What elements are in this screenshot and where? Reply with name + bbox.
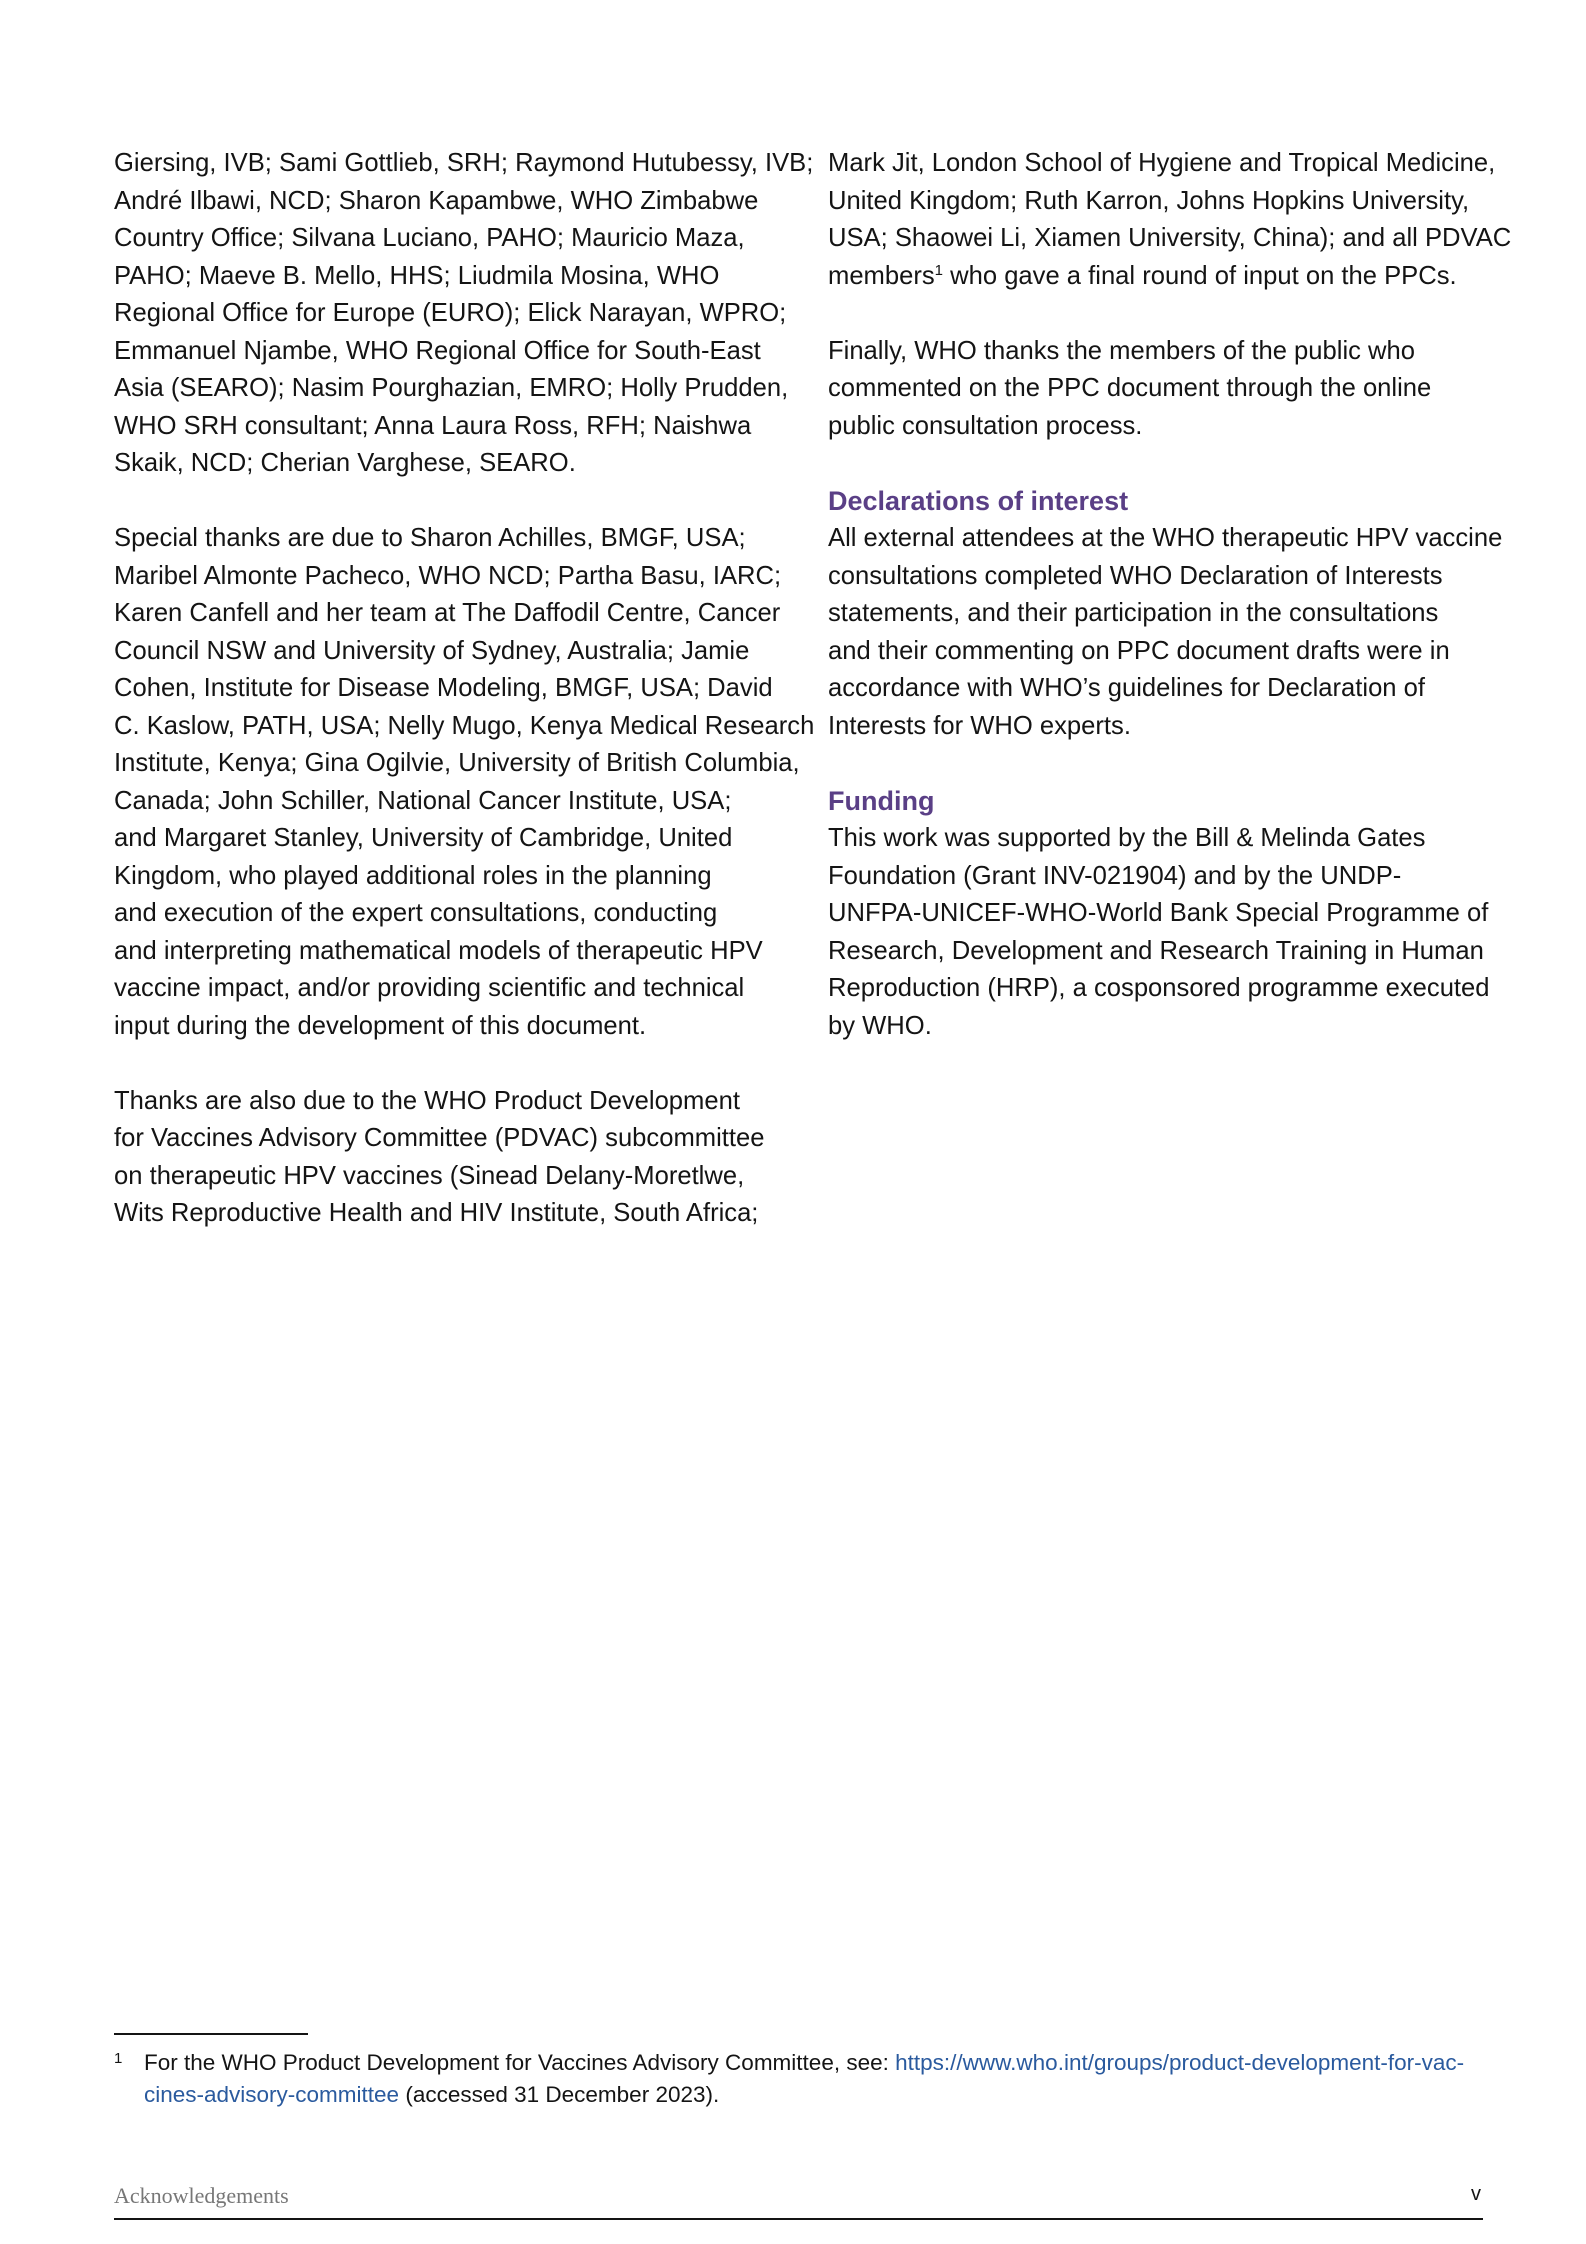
- text-line: and their commenting on PPC document drafts were in: [828, 636, 1450, 665]
- text-line: and execution of the expert consultations, conducting: [114, 899, 718, 927]
- text-line: C. Kaslow, PATH, USA; Nelly Mugo, Kenya Medical Research: [114, 711, 815, 740]
- left-paragraph-3: [114, 1083, 794, 1233]
- text-line: Giersing, IVB; Sami Gottlieb, SRH; Raymond Hutubessy, IVB;: [114, 149, 814, 177]
- text-line: Research, Development and Research Training in Human: [828, 936, 1484, 965]
- text-line: Skaik, NCD; Cherian Varghese, SEARO.: [114, 449, 576, 477]
- footnote-link-continued[interactable]: cines-advisory-committee: [144, 2082, 400, 2107]
- text-line: on therapeutic HPV vaccines (Sinead Delany-Moretlwe,: [114, 1161, 745, 1190]
- footnote-text: For the WHO Product Development for Vaccines Advisory Committee, see:: [144, 2050, 896, 2075]
- text-line: Thanks are also due to the WHO Product Development: [114, 1086, 740, 1115]
- text-line: Mark Jit, London School of Hygiene and Tropical Medicine,: [828, 149, 1496, 177]
- text-line: Canada; John Schiller, National Cancer Institute, USA;: [114, 786, 732, 815]
- text-line: This work was supported by the Bill & Melinda Gates: [828, 824, 1426, 852]
- funding-heading: Funding: [828, 785, 935, 816]
- text-line: WHO SRH consultant; Anna Laura Ross, RFH; Naishwa: [114, 411, 752, 440]
- footnote: [114, 2047, 1494, 2111]
- text-line: commented on the PPC document through the online: [828, 374, 1432, 402]
- members-text-after: who gave a final round of input on the PPCs.: [943, 261, 1457, 290]
- text-line: Kingdom, who played additional roles in the planning: [114, 861, 712, 890]
- text-line: United Kingdom; Ruth Karron, Johns Hopkins University,: [828, 186, 1470, 215]
- text-line: vaccine impact, and/or providing scientific and technical: [114, 974, 745, 1002]
- declarations-text: [828, 520, 1508, 745]
- text-line: Maribel Almonte Pacheco, WHO NCD; Partha Basu, IARC;: [114, 561, 782, 590]
- right-column: [828, 145, 1512, 1045]
- text-line: Cohen, Institute for Disease Modeling, BMGF, USA; David: [114, 674, 773, 702]
- text-line: Wits Reproductive Health and HIV Institute, South Africa;: [114, 1199, 759, 1227]
- text-line: and interpreting mathematical models of therapeutic HPV: [114, 936, 763, 965]
- text-line: statements, and their participation in the consultations: [828, 599, 1439, 627]
- text-line: Council NSW and University of Sydney, Australia; Jamie: [114, 636, 750, 665]
- text-line: Reproduction (HRP), a cosponsored programme executed: [828, 974, 1490, 1002]
- members-text: members: [828, 261, 935, 290]
- left-paragraph-1: [114, 145, 814, 483]
- text-line: USA; Shaowei Li, Xiamen University, China); and all PDVAC: [828, 224, 1512, 252]
- text-line: Interests for WHO experts.: [828, 711, 1131, 740]
- text-line: and Margaret Stanley, University of Cambridge, United: [114, 824, 733, 852]
- text-line: for Vaccines Advisory Committee (PDVAC) subcommittee: [114, 1124, 765, 1152]
- text-line: Institute, Kenya; Gina Ogilvie, University of British Columbia,: [114, 749, 800, 777]
- text-line: Regional Office for Europe (EURO); Elick Narayan, WPRO;: [114, 299, 787, 327]
- right-paragraph-1: [828, 145, 1512, 295]
- footnote-divider: [114, 2033, 308, 2035]
- right-paragraph-2: [828, 333, 1508, 446]
- text-line: by WHO.: [828, 1011, 932, 1040]
- page-footer: [114, 2178, 1483, 2220]
- left-column: [114, 145, 815, 1233]
- text-line: public consultation process.: [828, 411, 1143, 440]
- page-number: v: [1471, 2183, 1481, 2205]
- declarations-heading: Declarations of interest: [828, 485, 1129, 516]
- text-line: Emmanuel Njambe, WHO Regional Office for South-East: [114, 336, 761, 365]
- text-line: accordance with WHO’s guidelines for Declaration of: [828, 674, 1425, 702]
- text-line: André Ilbawi, NCD; Sharon Kapambwe, WHO Zimbabwe: [114, 186, 759, 215]
- footnote-link[interactable]: https://www.who.int/groups/product-development-for-vac-: [895, 2050, 1465, 2075]
- text-line: All external attendees at the WHO therapeutic HPV vaccine: [828, 524, 1503, 552]
- footer-section-label: Acknowledgements: [114, 2183, 289, 2208]
- funding-text: [828, 820, 1508, 1045]
- left-paragraph-2: [114, 520, 815, 1045]
- footnote-accessed: (accessed 31 December 2023).: [399, 2082, 720, 2107]
- text-line: Special thanks are due to Sharon Achilles, BMGF, USA;: [114, 524, 746, 552]
- text-line: UNFPA-UNICEF-WHO-World Bank Special Programme of: [828, 899, 1489, 927]
- text-line: consultations completed WHO Declaration of Interests: [828, 561, 1443, 590]
- text-line: Asia (SEARO); Nasim Pourghazian, EMRO; Holly Prudden,: [114, 374, 789, 402]
- text-line: Finally, WHO thanks the members of the public who: [828, 336, 1415, 365]
- text-line: PAHO; Maeve B. Mello, HHS; Liudmila Mosina, WHO: [114, 261, 720, 290]
- footnote-ref: 1: [934, 261, 944, 279]
- text-line: Karen Canfell and her team at The Daffodil Centre, Cancer: [114, 599, 781, 627]
- text-line: input during the development of this document.: [114, 1011, 647, 1040]
- text-line: Country Office; Silvana Luciano, PAHO; Mauricio Maza,: [114, 224, 745, 252]
- footnote-number: 1: [114, 2050, 123, 2067]
- text-line: Foundation (Grant INV-021904) and by the UNDP-: [828, 861, 1402, 890]
